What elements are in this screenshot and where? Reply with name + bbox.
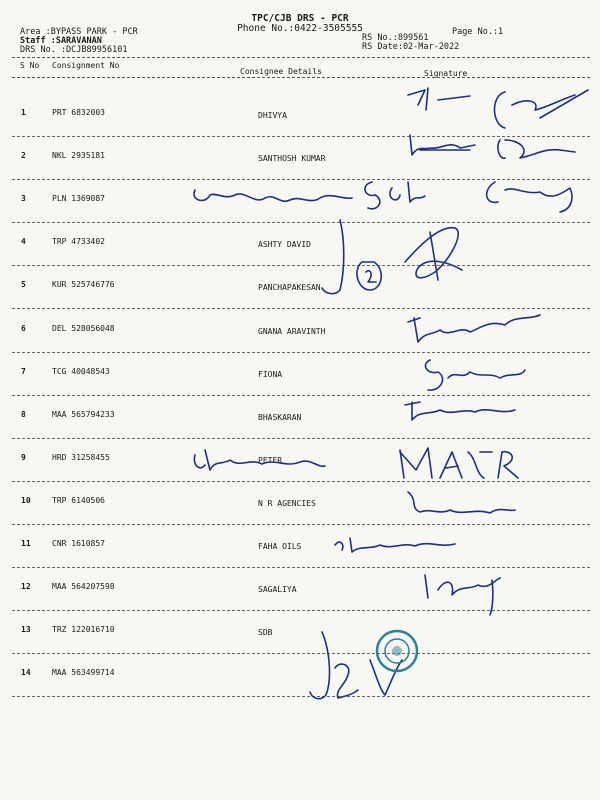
table-row — [0, 496, 600, 540]
table-row — [0, 625, 600, 669]
row-divider — [12, 308, 590, 309]
row-serial-number: 7 — [21, 366, 26, 376]
row-consignment-number: MAA 564207598 — [52, 582, 115, 592]
row-consignment-number: HRD 31258455 — [52, 452, 110, 462]
table-row — [0, 367, 600, 411]
row-consignment-number: PLN 1369087 — [52, 194, 105, 204]
col-header-consignee: Consignee Details — [240, 67, 322, 76]
row-consignee-name: GNANA ARAVINTH — [258, 326, 326, 336]
rs-number: RS No.:899561 — [362, 33, 429, 43]
row-divider — [12, 265, 590, 266]
row-serial-number: 14 — [21, 668, 31, 678]
row-serial-number: 12 — [21, 582, 31, 592]
row-consignee-name: FIONA — [258, 369, 283, 379]
row-consignee-name: PETER — [258, 455, 283, 465]
row-serial-number: 11 — [21, 539, 31, 548]
row-consignment-number: TRP 6140506 — [52, 495, 105, 505]
sheet-title: TPC/CJB DRS - PCR — [251, 13, 349, 24]
table-row — [0, 453, 600, 497]
row-consignee-name: PANCHAPAKESAN — [258, 283, 321, 293]
table-row — [0, 280, 600, 324]
row-divider — [12, 653, 590, 654]
row-serial-number: 4 — [21, 237, 26, 247]
row-consignment-number: CNR 1610857 — [52, 539, 105, 548]
row-consignee-name: N R AGENCIES — [258, 498, 316, 508]
table-row — [0, 108, 600, 152]
row-consignee-name: ASHTY DAVID — [258, 240, 311, 250]
row-divider — [12, 438, 590, 439]
row-divider — [12, 567, 590, 568]
col-header-signature: Signature — [424, 69, 468, 78]
row-consignment-number: DEL 528056048 — [52, 323, 115, 333]
row-divider — [12, 222, 590, 223]
rs-date: RS Date:02-Mar-2022 — [362, 42, 460, 52]
row-divider — [12, 696, 590, 697]
header-divider — [12, 57, 590, 58]
row-consignment-number: TRP 4733402 — [52, 237, 105, 247]
row-consignment-number: NKL 2935181 — [52, 151, 105, 161]
table-row — [0, 151, 600, 195]
row-consignee-name: FAHA OILS — [258, 542, 302, 551]
page-number: Page No.:1 — [452, 27, 504, 37]
col-header-consignment: Consignment No — [52, 61, 120, 70]
area: Area :BYPASS PARK - PCR — [20, 27, 138, 37]
row-serial-number: 3 — [21, 194, 26, 204]
staff: Staff :SARAVANAN — [20, 36, 102, 46]
row-consignee-name: BHASKARAN — [258, 412, 302, 422]
row-serial-number: 13 — [21, 625, 31, 635]
table-row — [0, 324, 600, 368]
row-divider — [12, 179, 590, 180]
row-consignment-number: PRT 6832003 — [52, 108, 105, 117]
row-consignment-number: MAA 565794233 — [52, 409, 115, 419]
table-row — [0, 668, 600, 712]
row-consignment-number: MAA 563499714 — [52, 668, 115, 678]
row-consignee-name: SANTHOSH KUMAR — [258, 154, 326, 164]
table-row — [0, 237, 600, 281]
table-row — [0, 194, 600, 238]
row-consignee-name: DHIVYA — [258, 111, 287, 120]
row-serial-number: 9 — [21, 452, 26, 462]
row-consignee-name: SAGALIYA — [258, 585, 297, 595]
row-consignment-number: TCG 40048543 — [52, 366, 110, 376]
row-serial-number: 5 — [21, 280, 26, 290]
col-header-sno: S No — [20, 61, 40, 70]
row-serial-number: 2 — [21, 151, 26, 161]
row-serial-number: 10 — [21, 495, 31, 505]
row-serial-number: 1 — [21, 108, 26, 117]
table-row — [0, 539, 600, 583]
drs-number: DRS No. :DCJB89956101 — [20, 45, 128, 55]
column-header-divider — [12, 77, 590, 78]
row-divider — [12, 395, 590, 396]
row-divider — [12, 136, 590, 137]
table-row — [0, 582, 600, 626]
row-consignee-name: SDB — [258, 628, 273, 638]
table-row — [0, 410, 600, 454]
row-divider — [12, 481, 590, 482]
row-divider — [12, 352, 590, 353]
row-divider — [12, 610, 590, 611]
row-consignment-number: KUR 525746776 — [52, 280, 115, 290]
phone-number: Phone No.:0422-3505555 — [237, 23, 363, 34]
row-consignment-number: TRZ 122016710 — [52, 625, 115, 635]
row-divider — [12, 524, 590, 525]
row-serial-number: 6 — [21, 323, 26, 333]
row-serial-number: 8 — [21, 409, 26, 419]
